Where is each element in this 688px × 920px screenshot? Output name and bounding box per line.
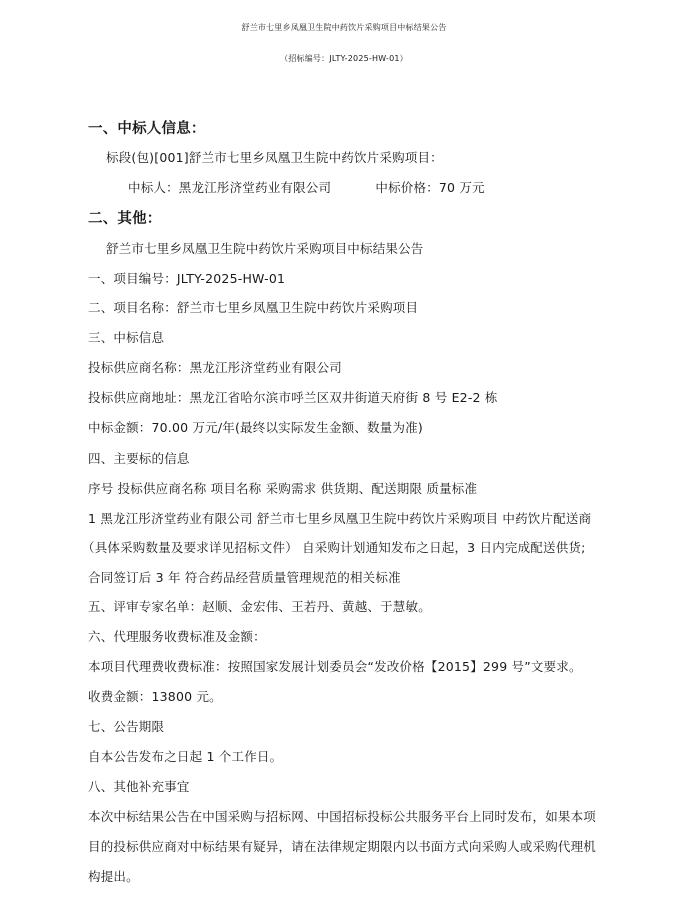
other-line: （具体采购数量及要求详见招标文件） 自采购计划通知发布之日起，3 日内完成配送供货; [82,540,586,555]
other-line: 三、中标信息 [88,330,165,345]
other-line: 二、项目名称：舒兰市七里乡凤凰卫生院中药饮片采购项目 [88,300,419,315]
other-line: 八、其他补充事宜 [88,779,190,794]
other-line: 收费金额：13800 元。 [88,689,222,704]
page-title: 舒兰市七里乡凤凰卫生院中药饮片采购项目中标结果公告 [241,23,447,32]
other-line: 本项目代理费收费标准：按照国家发展计划委员会“发改价格【2015】299 号”文要求。 [88,659,582,674]
other-line: 投标供应商地址：黑龙江省哈尔滨市呼兰区双井街道天府街 8 号 E2-2 栋 [88,390,498,405]
lot-line: 标段(包)[001]舒兰市七里乡凤凰卫生院中药饮片采购项目： [106,150,443,165]
other-line: 本次中标结果公告在中国采购与招标网、中国招标投标公共服务平台上同时发布，如果本项 [88,809,597,824]
section-heading-winner-info: 一、中标人信息： [88,121,206,137]
bid-number-subtitle: （招标编号：JLTY-2025-HW-01） [280,54,408,63]
other-line: 一、项目编号：JLTY-2025-HW-01 [88,271,286,286]
other-line: 序号 投标供应商名称 项目名称 采购需求 供货期、配送期限 质量标准 [88,481,478,496]
other-line: 六、代理服务收费标准及金额： [88,629,266,644]
other-line: 1 黑龙江彤济堂药业有限公司 舒兰市七里乡凤凰卫生院中药饮片采购项目 中药饮片配送商 [88,511,592,526]
other-line: 四、主要标的信息 [88,451,190,466]
other-line: 五、评审专家名单：赵顺、金宏伟、王若丹、黄越、于慧敏。 [88,599,431,614]
winner-price: 中标价格：70 万元 [375,180,485,195]
other-line: 中标金额：70.00 万元/年(最终以实际发生金额、数量为准) [88,420,423,435]
other-line: 合同签订后 3 年 符合药品经营质量管理规范的相关标准 [88,570,401,585]
other-line: 投标供应商名称：黑龙江彤济堂药业有限公司 [88,360,343,375]
other-line: 七、公告期限 [88,719,165,734]
other-line: 目的投标供应商对中标结果有疑异，请在法律规定期限内以书面方式向采购人或采购代理机 [88,839,597,854]
other-line: 自本公告发布之日起 1 个工作日。 [88,749,283,764]
winner-row [128,180,485,196]
section-heading-other: 二、其他： [88,211,162,227]
other-line: 舒兰市七里乡凤凰卫生院中药饮片采购项目中标结果公告 [106,241,424,256]
other-line: 构提出。 [88,869,139,884]
winner-name: 中标人：黑龙江彤济堂药业有限公司 [128,180,332,195]
